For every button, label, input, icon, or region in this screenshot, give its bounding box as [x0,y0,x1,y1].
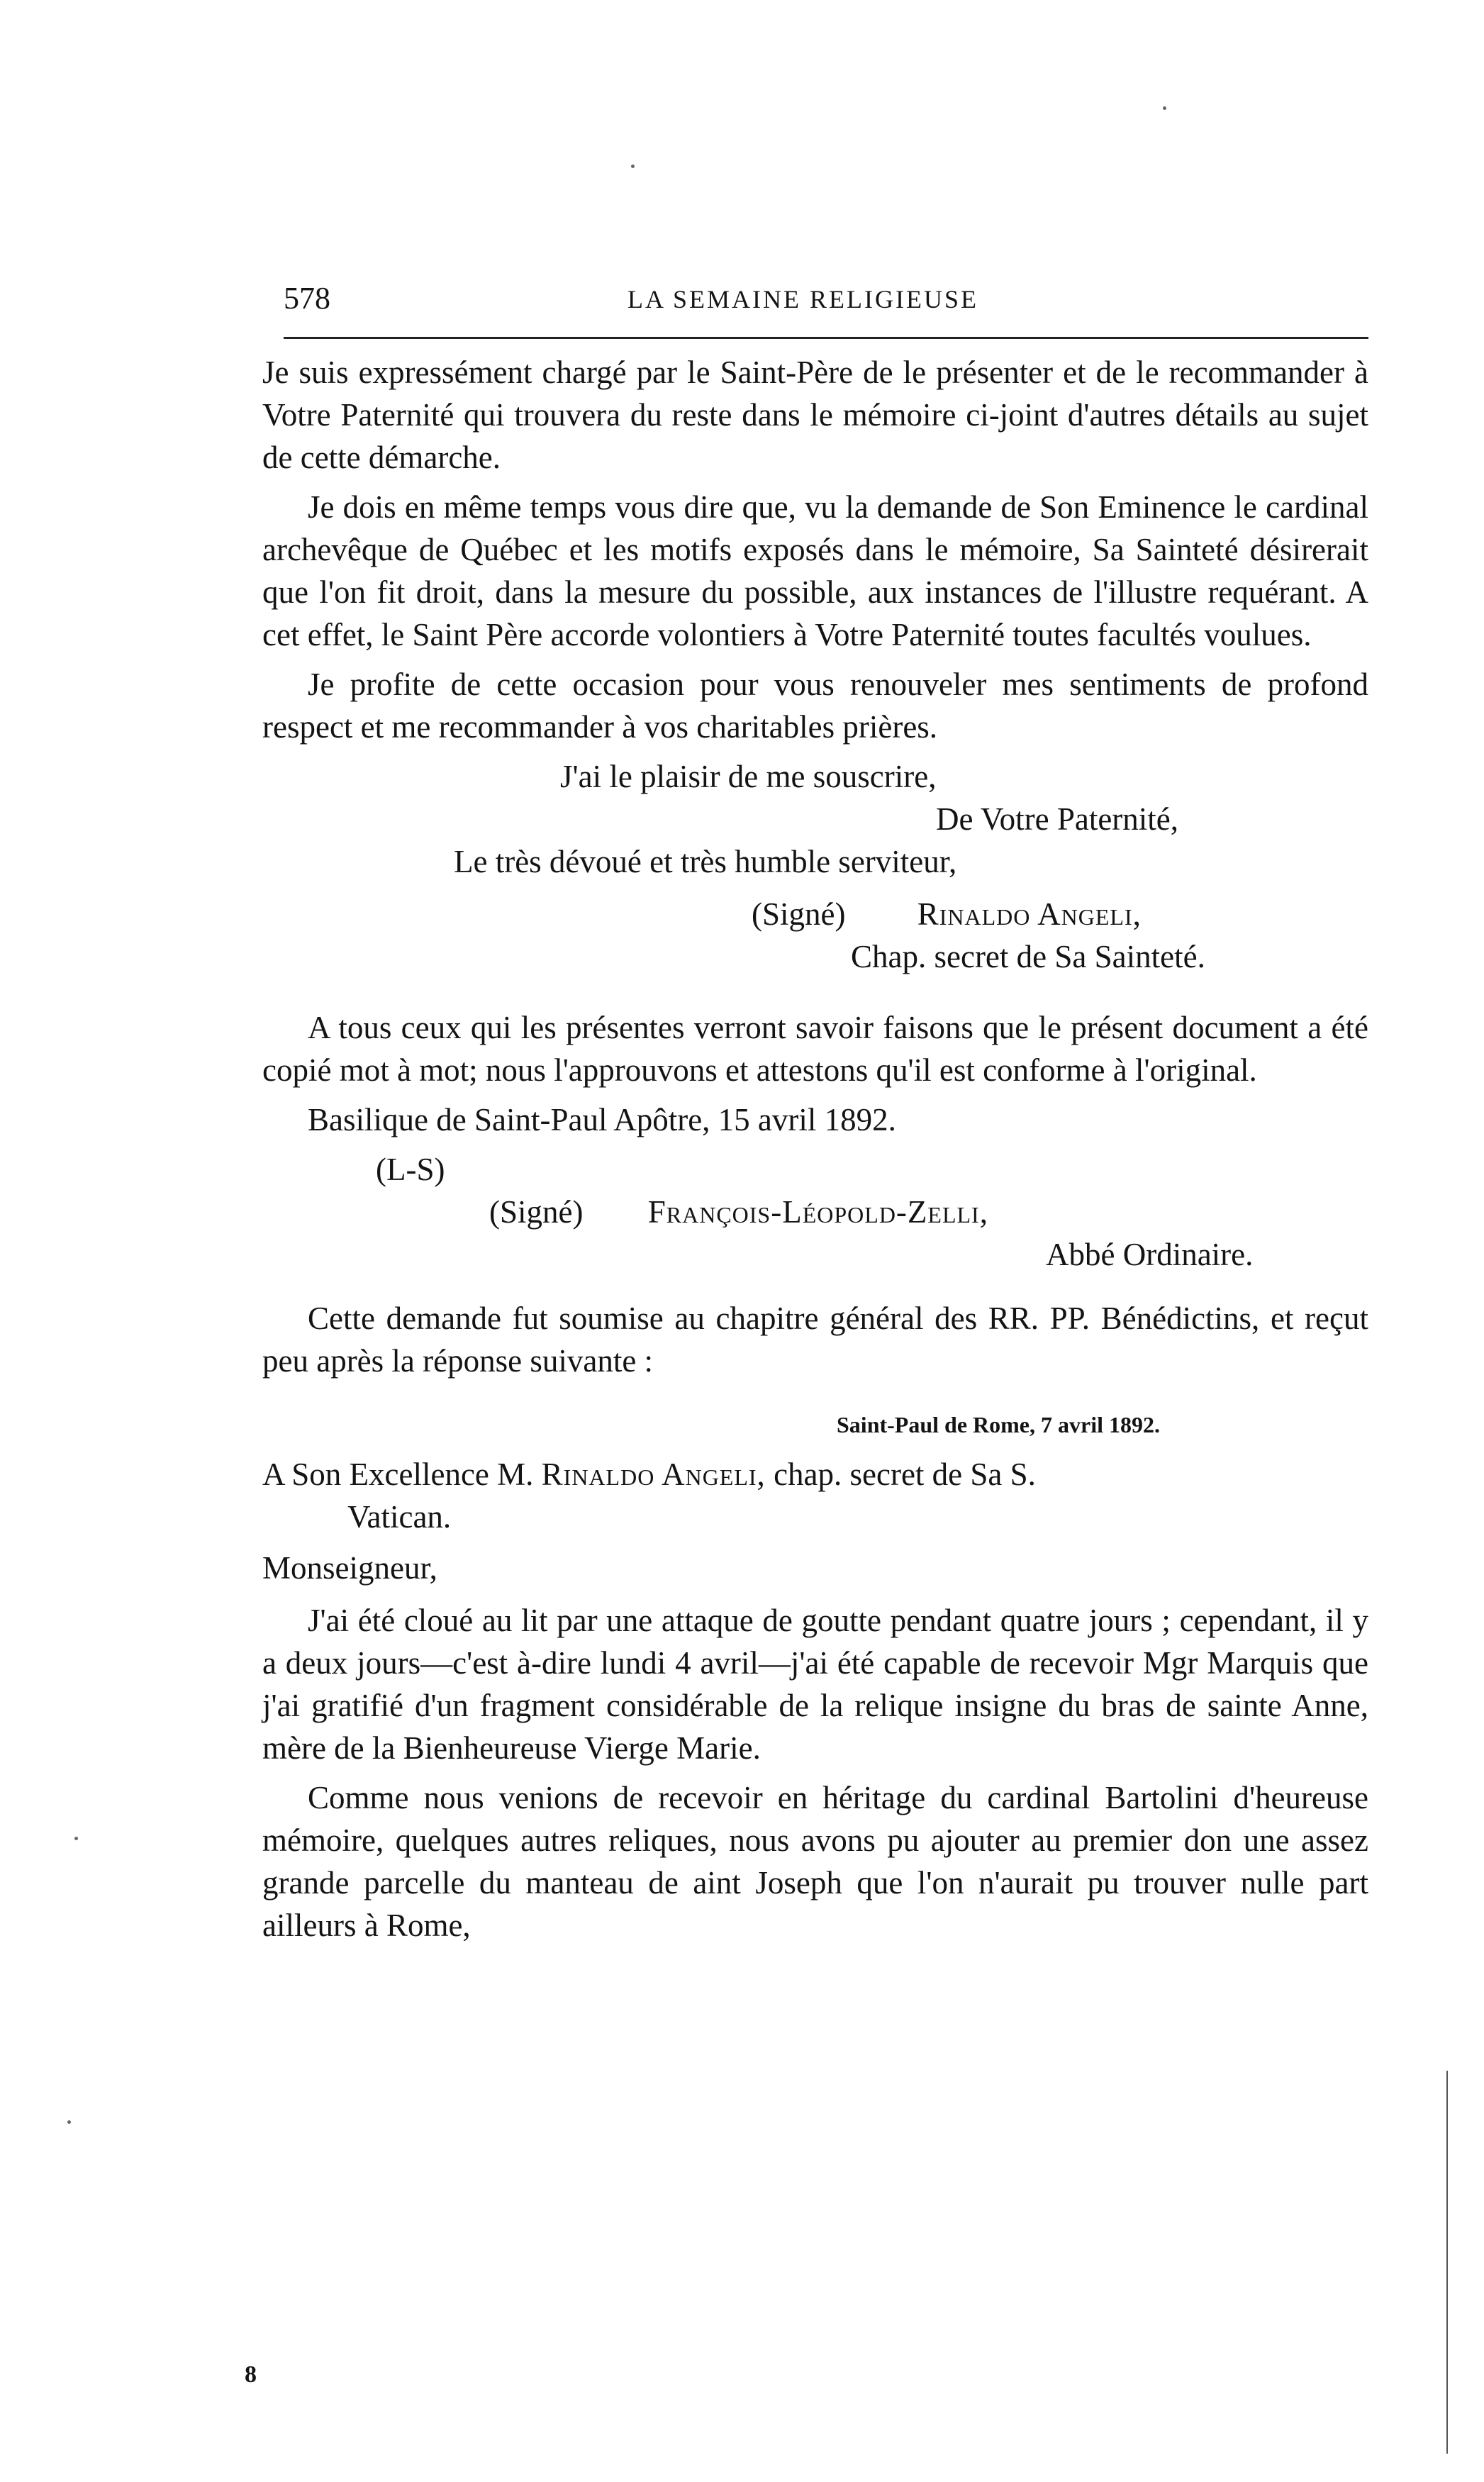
address-line-2: Vatican. [347,1499,452,1535]
print-speck [74,1837,78,1840]
letter [262,1403,1368,1947]
page-header [284,280,1368,323]
paragraph-2: Je dois en même temps vous dire que, vu la demande de Son Eminence le cardinal archevêque de Québec et les motifs exposés dans le mémoire, Sa Sainteté désirerait que l'on fit droit, dans la mesure du possible, aux instances de l'illustre requérant. A cet effet, le Saint Père accorde volontiers à Votre Paternité toutes facultés voulues. [262,489,1368,652]
signer-name: Rinaldo Angeli, [917,896,1142,932]
print-speck [1163,106,1166,110]
paragraph-3: Je profite de cette occasion pour vous renouveler mes sentiments de profond respect et me recommander à vos charitables prières. [262,667,1368,745]
signed-label: (Signé) [752,896,846,932]
certification-signed-label: (Signé) [489,1194,584,1230]
address-name: Rinaldo Angeli, [541,1457,766,1492]
page-body [262,351,1368,1947]
print-speck [67,2120,71,2124]
letter-paragraph-2: Comme nous venions de recevoir en héritage du cardinal Bartolini d'heureuse mémoire, quelques autres reliques, nous avons pu ajouter au premier don une assez grande parcelle du manteau de aint Joseph que l'on n'aurait pu trouver nulle part ailleurs à Rome, [262,1780,1368,1943]
running-title: LA SEMAINE RELIGIEUSE [627,285,978,313]
signer-title: Chap. secret de Sa Sainteté. [851,939,1205,974]
signature-mark: 8 [245,2361,257,2388]
certification-signer-title: Abbé Ordinaire. [1046,1237,1254,1272]
address-prefix: A Son Excellence M. [262,1457,534,1492]
closing-line-1: J'ai le plaisir de me souscrire, [560,759,937,794]
signature-line [262,893,1368,935]
margin-rule [1446,2071,1448,2454]
closing-line-2: De Votre Paternité, [936,801,1179,837]
response-intro: Cette demande fut soumise au chapitre général des RR. PP. Bénédictins, et reçut peu après la réponse suivante : [262,1301,1368,1379]
certification-signature-block [262,1148,1368,1276]
certification-signature-line [262,1191,1368,1233]
certification-text: A tous ceux qui les présentes verront savoir faisons que le présent document a été copié mot à mot; nous l'approuvons et attestons qu'il est conforme à l'original. [262,1010,1368,1088]
closing-line-3: Le très dévoué et très humble serviteur, [454,844,957,879]
certification-place-date: Basilique de Saint-Paul Apôtre, 15 avril 1892. [308,1102,896,1137]
certification-signer-name: François-Léopold-Zelli, [647,1194,988,1230]
address-suffix: chap. secret de Sa S. [774,1457,1036,1492]
paragraph-1: Je suis expressément chargé par le Saint-Père de le présenter et de le recommander à Votre Paternité qui trouvera du reste dans le mémoire ci-joint d'autres détails au sujet de cette démarche. [262,355,1368,475]
page-number: 578 [284,281,330,316]
salutation: Monseigneur, [262,1550,437,1586]
letter-dateline: Saint-Paul de Rome, 7 avril 1892. [837,1412,1160,1437]
closing-block [262,755,1368,978]
print-speck [631,165,635,168]
letter-paragraph-1: J'ai été cloué au lit par une attaque de goutte pendant quatre jours ; cependant, il y a deux jours—c'est à-dire lundi 4 avril—j'ai été capable de recevoir Mgr Marquis que j'ai gratifié d'un fragment considérable de la relique insigne du bras de sainte Anne, mère de la Bienheureuse Vierge Marie. [262,1603,1368,1766]
letter-address [262,1453,1368,1496]
seal-mark: (L-S) [376,1152,445,1187]
header-rule [284,337,1368,339]
